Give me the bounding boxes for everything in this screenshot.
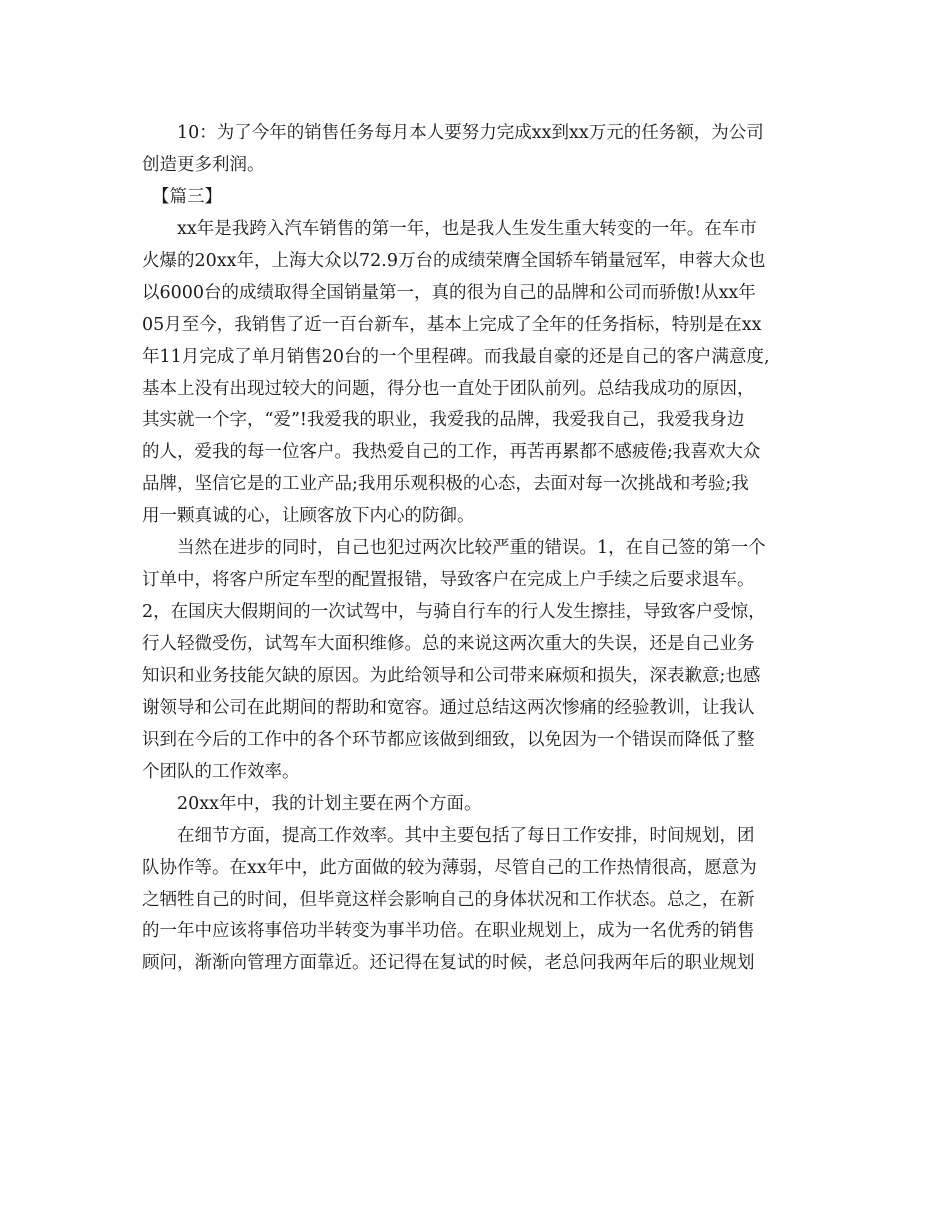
paragraph-line: 2，在国庆大假期间的一次试驾中，与骑自行车的行人发生擦挂，导致客户受惊，	[142, 602, 766, 623]
paragraph-line: 谢领导和公司在此期间的帮助和宽容。通过总结这两次惨痛的经验教训，让我认	[142, 697, 755, 718]
paragraph-line: 订单中，将客户所定车型的配置报错，导致客户在完成上户手续之后要求退车。	[142, 570, 755, 591]
document-body	[142, 118, 810, 980]
paragraph-line: 创造更多利润。	[142, 154, 265, 175]
paragraph-line: 火爆的20xx年，上海大众以72.9万台的成绩荣膺全国轿车销量冠军，申蓉大众也	[142, 250, 766, 271]
paragraph-line: 顾问，渐渐向管理方面靠近。还记得在复试的时候，老总问我两年后的职业规划	[142, 953, 755, 974]
paragraph-line: 识到在今后的工作中的各个环节都应该做到细致，以免因为一个错误而降低了整	[142, 729, 755, 750]
paragraph-line: 10：为了今年的销售任务每月本人要努力完成xx到xx万元的任务额，为公司	[177, 123, 764, 143]
paragraph-line: 年11月完成了单月销售20台的一个里程碑。而我最自豪的还是自己的客户满意度,	[142, 346, 770, 367]
paragraph-line: 05月至今，我销售了近一百台新车，基本上完成了全年的任务指标，特别是在xx	[142, 314, 762, 335]
paragraph-line: 知识和业务技能欠缺的原因。为此给领导和公司带来麻烦和损失，深表歉意;也感	[142, 665, 761, 686]
paragraph-line: 20xx年中，我的计划主要在两个方面。	[177, 793, 482, 814]
paragraph-line: 基本上没有出现过较大的问题，得分也一直处于团队前列。总结我成功的原因，	[142, 378, 755, 399]
paragraph-line: 队协作等。在xx年中，此方面做的较为薄弱，尽管自己的工作热情很高，愿意为	[142, 857, 757, 878]
paragraph-line: 用一颗真诚的心，让顾客放下内心的防御。	[142, 506, 475, 527]
paragraph-line: 当然在进步的同时，自己也犯过两次比较严重的错误。1，在自己签的第一个	[177, 538, 766, 559]
paragraph-line: 行人轻微受伤，试驾车大面积维修。总的来说这两次重大的失误，还是自己业务	[142, 634, 755, 654]
paragraph-line: 之牺牲自己的时间，但毕竟这样会影响自己的身体状况和工作状态。总之，在新	[142, 889, 755, 910]
paragraph-line: 在细节方面，提高工作效率。其中主要包括了每日工作安排，时间规划，团	[177, 825, 755, 846]
paragraph-line: 以6000台的成绩取得全国销量第一，真的很为自己的品牌和公司而骄傲!从xx年	[142, 282, 756, 303]
paragraph-line: 的一年中应该将事倍功半转变为事半功倍。在职业规划上，成为一名优秀的销售	[142, 921, 755, 942]
paragraph-line: 的人，爱我的每一位客户。我热爱自己的工作，再苦再累都不感疲倦;我喜欢大众	[142, 442, 761, 463]
paragraph-line: 其实就一个字，“爱”!我爱我的职业，我爱我的品牌，我爱我自己，我爱我身边	[142, 410, 745, 431]
section-heading: 【篇三】	[152, 186, 222, 207]
paragraph-line: xx年是我跨入汽车销售的第一年，也是我人生发生重大转变的一年。在车市	[177, 218, 757, 239]
paragraph-line: 个团队的工作效率。	[142, 761, 300, 782]
paragraph-line: 品牌，坚信它是的工业产品;我用乐观积极的心态，去面对每一次挑战和考验;我	[142, 474, 749, 495]
